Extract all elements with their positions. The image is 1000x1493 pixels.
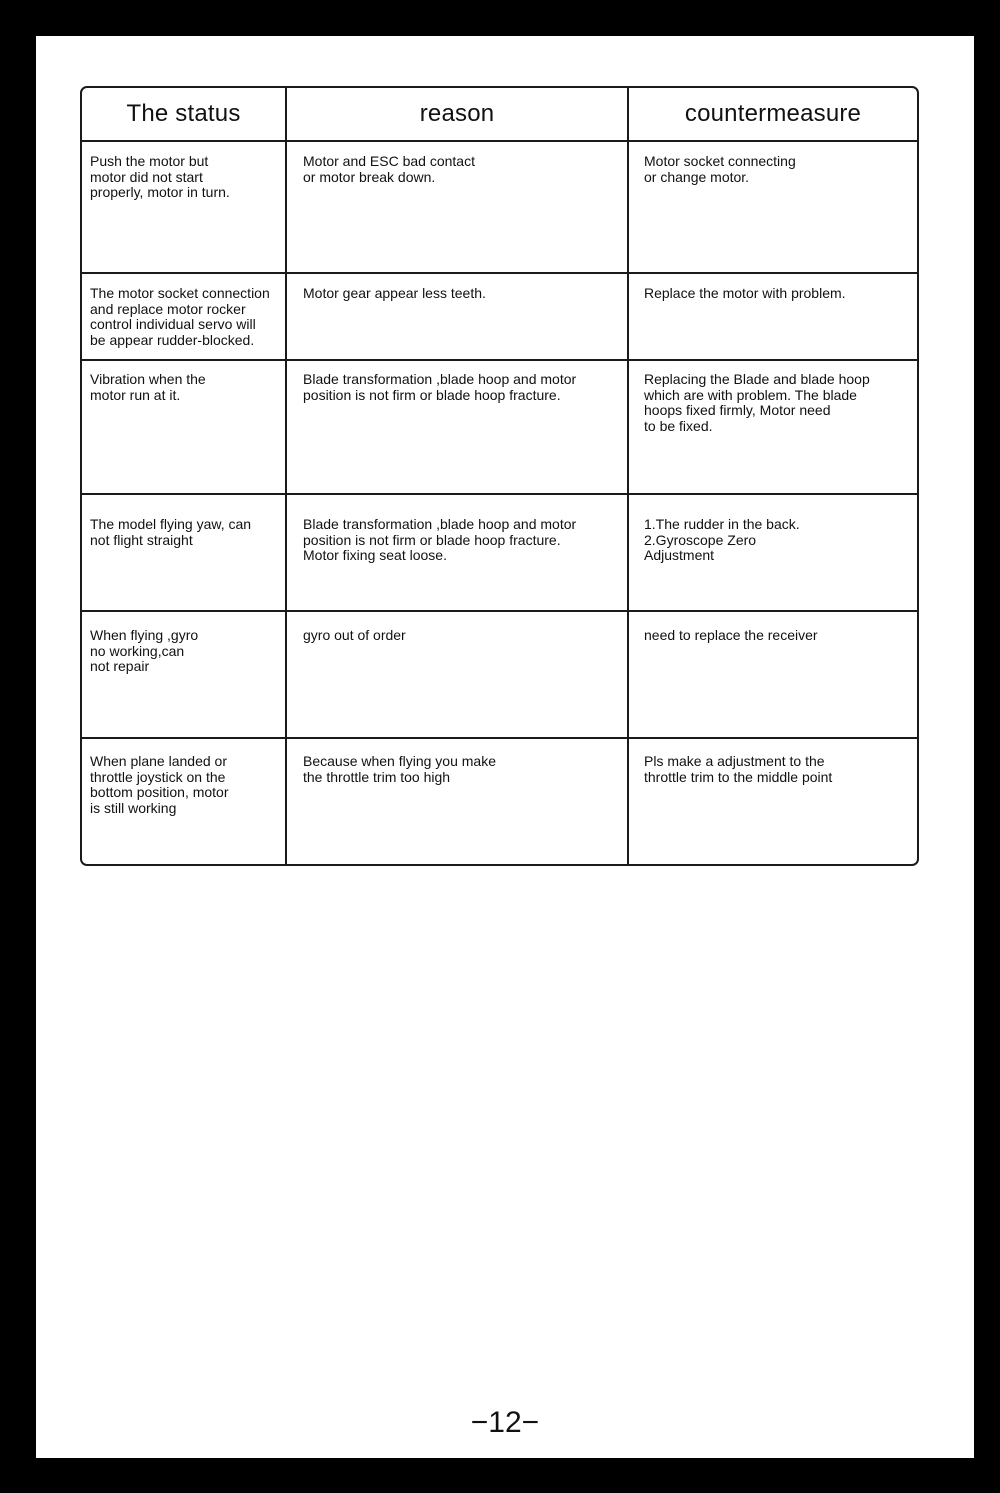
header-reason: reason (286, 88, 628, 141)
countermeasure-cell: 1.The rudder in the back. 2.Gyroscope Zero Adjustment (628, 494, 917, 611)
manual-page (36, 36, 974, 1458)
status-cell: Push the motor but motor did not start properly, motor in turn. (82, 141, 286, 273)
table-row (82, 738, 917, 866)
countermeasure-cell: Replacing the Blade and blade hoop which are with problem. The blade hoops fixed firmly, Motor need to be fixed. (628, 360, 917, 494)
reason-cell: gyro out of order (286, 611, 628, 738)
reason-cell: Motor gear appear less teeth. (286, 273, 628, 360)
reason-cell: Motor and ESC bad contact or motor break down. (286, 141, 628, 273)
table-row (82, 273, 917, 360)
reason-cell: Because when flying you make the throttle trim too high (286, 738, 628, 866)
troubleshooting-table (82, 88, 917, 866)
reason-cell: Blade transformation ,blade hoop and motor position is not firm or blade hoop fracture. Motor fixing seat loose. (286, 494, 628, 611)
countermeasure-cell: Motor socket connecting or change motor. (628, 141, 917, 273)
status-cell: When flying ,gyro no working,can not repair (82, 611, 286, 738)
countermeasure-cell: need to replace the receiver (628, 611, 917, 738)
table-row (82, 611, 917, 738)
status-cell: Vibration when the motor run at it. (82, 360, 286, 494)
status-cell: The motor socket connection and replace motor rocker control individual servo will be appear rudder-blocked. (82, 273, 286, 360)
table-row (82, 360, 917, 494)
table-header-row (82, 88, 917, 141)
status-cell: When plane landed or throttle joystick on the bottom position, motor is still working (82, 738, 286, 866)
countermeasure-cell: Pls make a adjustment to the throttle trim to the middle point (644, 753, 833, 785)
status-cell: The model flying yaw, can not flight straight (82, 494, 286, 611)
countermeasure-cell: Replace the motor with problem. (628, 273, 917, 360)
table-row (82, 494, 917, 611)
table-row (82, 141, 917, 273)
reason-cell: Blade transformation ,blade hoop and motor position is not firm or blade hoop fracture. (286, 360, 628, 494)
header-countermeasure: countermeasure (628, 88, 917, 141)
page-number: −12− (470, 1406, 540, 1439)
troubleshooting-table-frame (80, 86, 919, 866)
header-status: The status (82, 88, 286, 141)
